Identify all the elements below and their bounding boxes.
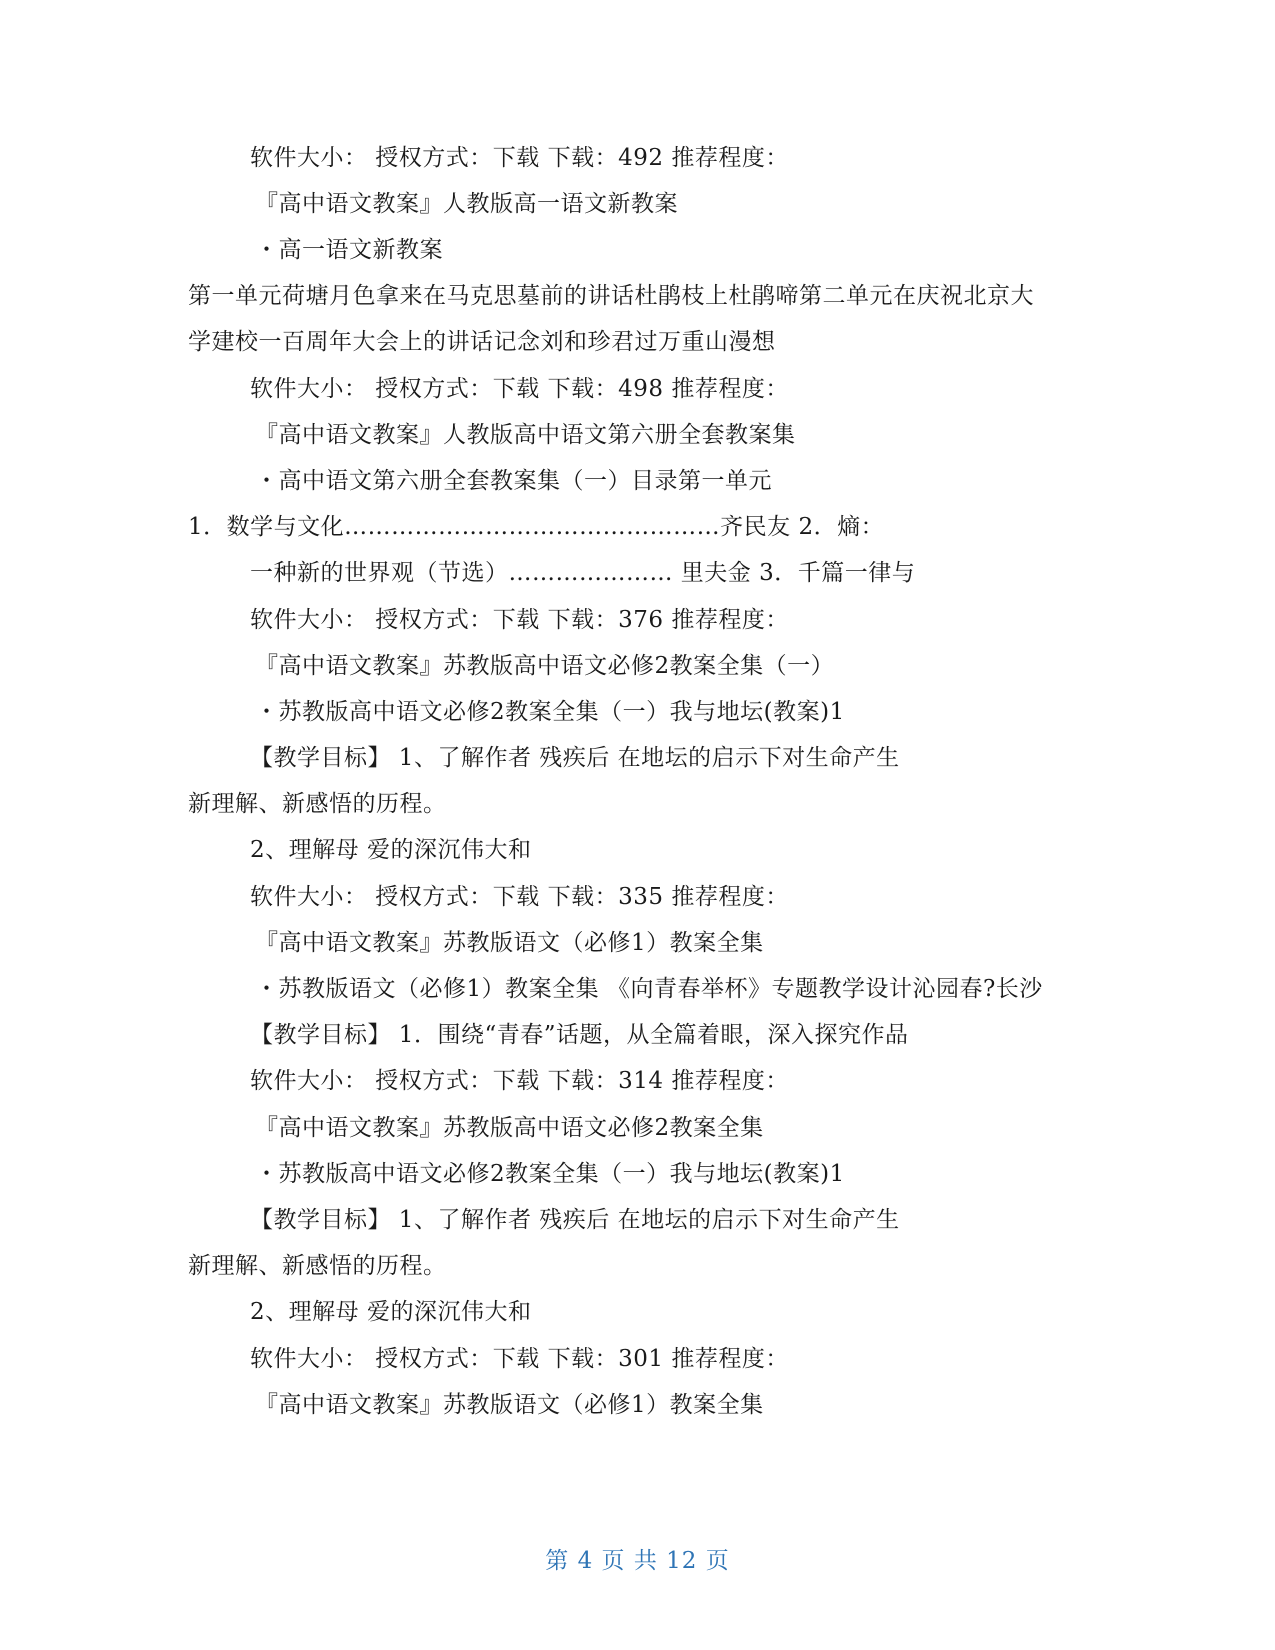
resource-bullet: ・苏教版高中语文必修2教案全集（一）我与地坛(教案)1: [255, 699, 845, 725]
software-info-line: 软件大小： 授权方式：下载 下载：492 推荐程度：: [250, 145, 789, 171]
resource-title: 『高中语文教案』苏教版语文（必修1）教案全集: [255, 930, 764, 956]
resource-title: 『高中语文教案』人教版高一语文新教案: [255, 191, 678, 217]
resource-summary-line: 一种新的世界观（节选）………………… 里夫金 3．千篇一律与: [250, 560, 916, 586]
resource-summary-line: 学建校一百周年大会上的讲话记念刘和珍君过万重山漫想: [188, 329, 776, 355]
resource-bullet: ・苏教版高中语文必修2教案全集（一）我与地坛(教案)1: [255, 1161, 845, 1187]
resource-title: 『高中语文教案』苏教版语文（必修1）教案全集: [255, 1392, 764, 1418]
page-number-footer: 第 4 页 共 12 页: [545, 1548, 730, 1574]
resource-title: 『高中语文教案』苏教版高中语文必修2教案全集: [255, 1115, 764, 1141]
software-info-line: 软件大小： 授权方式：下载 下载：335 推荐程度：: [250, 884, 789, 910]
resource-bullet: ・苏教版语文（必修1）教案全集 《向青春举杯》专题教学设计沁园春?长沙: [255, 976, 1043, 1002]
teaching-goal-line: 新理解、新感悟的历程。: [188, 1253, 447, 1279]
teaching-goal-line: 新理解、新感悟的历程。: [188, 791, 447, 817]
teaching-goal-line: 2、理解母 爱的深沉伟大和: [250, 1299, 532, 1325]
teaching-goal-line: 【教学目标】 1．围绕“青春”话题，从全篇着眼，深入探究作品: [250, 1022, 909, 1048]
resource-summary-line: 第一单元荷塘月色拿来在马克思墓前的讲话杜鹃枝上杜鹃啼第二单元在庆祝北京大: [188, 283, 1034, 309]
resource-bullet: ・高中语文第六册全套教案集（一）目录第一单元: [255, 468, 772, 494]
resource-summary-line: 1．数学与文化…………………………………………齐民友 2．熵：: [188, 514, 885, 540]
teaching-goal-line: 2、理解母 爱的深沉伟大和: [250, 837, 532, 863]
resource-title: 『高中语文教案』苏教版高中语文必修2教案全集（一）: [255, 653, 835, 679]
resource-title: 『高中语文教案』人教版高中语文第六册全套教案集: [255, 422, 796, 448]
software-info-line: 软件大小： 授权方式：下载 下载：376 推荐程度：: [250, 607, 789, 633]
resource-bullet: ・高一语文新教案: [255, 237, 443, 263]
teaching-goal-line: 【教学目标】 1、了解作者 残疾后 在地坛的启示下对生命产生: [250, 745, 900, 771]
software-info-line: 软件大小： 授权方式：下载 下载：301 推荐程度：: [250, 1346, 789, 1372]
software-info-line: 软件大小： 授权方式：下载 下载：498 推荐程度：: [250, 376, 789, 402]
software-info-line: 软件大小： 授权方式：下载 下载：314 推荐程度：: [250, 1068, 789, 1094]
teaching-goal-line: 【教学目标】 1、了解作者 残疾后 在地坛的启示下对生命产生: [250, 1207, 900, 1233]
